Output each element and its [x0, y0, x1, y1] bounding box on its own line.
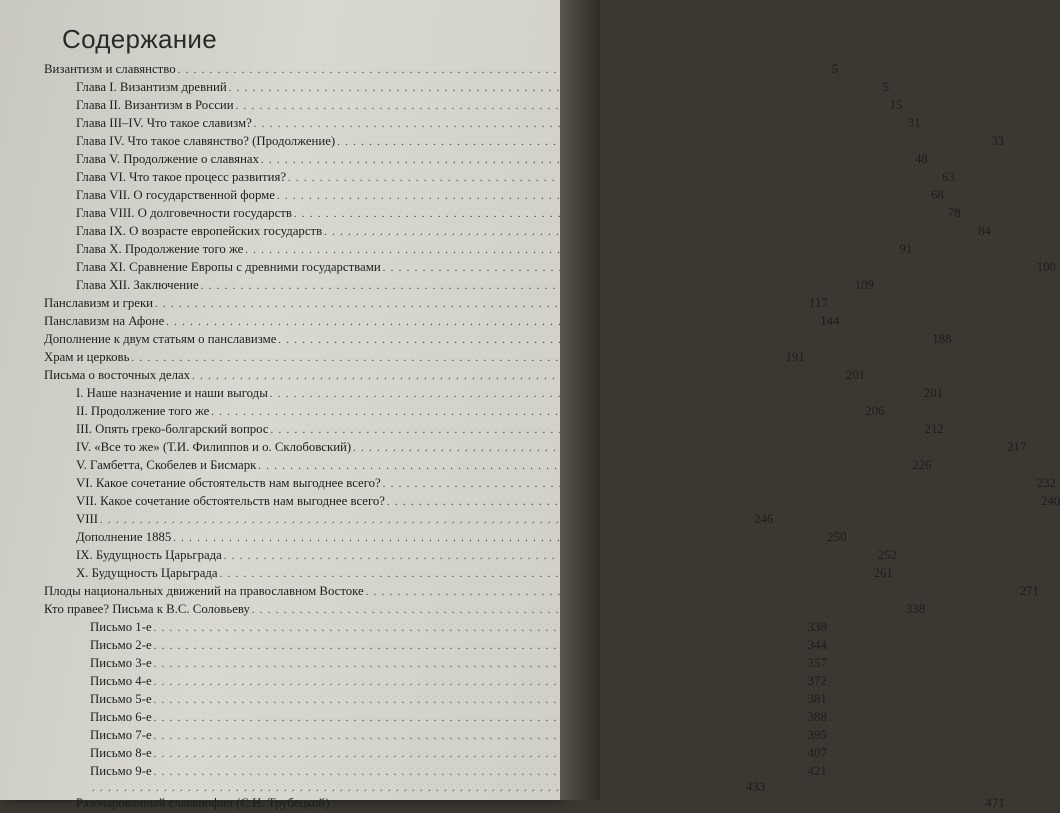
toc-leader [278, 335, 930, 346]
toc-entry [90, 728, 827, 745]
toc-leader [154, 677, 806, 688]
toc-leader [154, 749, 806, 760]
toc-entry [76, 566, 893, 583]
toc-leader [154, 695, 806, 706]
toc-entry-title: Письмо 5-е [90, 692, 152, 706]
toc-leader [353, 443, 1005, 454]
toc-entry [90, 780, 766, 797]
toc-entry [90, 764, 827, 781]
toc-entry-page: 252 [877, 548, 898, 562]
toc-entry-title: IV. «Все то же» (Т.И. Филиппов и о. Склобовский) [76, 440, 352, 454]
page-title: Содержание [62, 24, 217, 54]
toc-leader [178, 65, 830, 76]
toc-entry-title: Письмо 3-е [90, 656, 152, 670]
toc-entry-page: 188 [932, 332, 952, 346]
toc-entry-page: 63 [942, 170, 955, 184]
toc-entry-title: VIII [76, 512, 99, 526]
toc-leader [154, 731, 806, 742]
toc-leader [154, 623, 806, 634]
toc-entry-page: 78 [947, 206, 961, 220]
toc-entry [76, 206, 961, 223]
toc-leader [383, 479, 1035, 490]
toc-entry [90, 674, 827, 691]
toc-entry-title: Дополнение 1885 [76, 530, 172, 544]
toc-leader [294, 209, 946, 220]
toc-entry-page: 15 [889, 98, 903, 112]
toc-entry [90, 620, 827, 637]
toc-entry-page: 5 [831, 62, 839, 76]
toc-entry-page: 338 [905, 602, 926, 616]
toc-entry [76, 494, 1060, 511]
toc-entry [76, 476, 1056, 493]
toc-entry-page: 206 [865, 404, 885, 418]
toc-entry [76, 458, 932, 475]
toc-leader [100, 515, 752, 526]
toc-entry [44, 584, 1039, 601]
toc-entry [76, 134, 1004, 151]
toc-entry [76, 188, 944, 205]
toc-leader [387, 497, 1039, 508]
toc-entry-title: V. Гамбетта, Скобелев и Бисмарк [76, 458, 257, 472]
toc-entry [76, 224, 991, 241]
toc-entry [90, 656, 827, 673]
toc-entry-page: 48 [915, 152, 928, 166]
toc-entry-page: 338 [807, 620, 827, 634]
toc-entry [76, 386, 943, 403]
toc-entry-page: 226 [912, 458, 932, 472]
toc-entry [44, 314, 840, 331]
toc-entry-page: 250 [827, 530, 847, 544]
toc-entry-title: Письмо 2-е [90, 638, 152, 652]
toc-entry [90, 746, 827, 763]
toc-entry [44, 350, 805, 367]
toc-entry-title: Глава XI. Сравнение Европы с древними государствами [76, 260, 381, 274]
toc-leader [383, 263, 1035, 274]
toc-leader [229, 83, 881, 94]
toc-entry-page: 433 [746, 780, 766, 794]
toc-entry-title: Византизм и славянство [44, 62, 176, 76]
toc-entry-title: Глава V. Продолжение о славянах [76, 152, 259, 166]
toc-entry [44, 368, 866, 385]
toc-entry-page: 212 [924, 422, 944, 436]
toc-leader [277, 191, 929, 202]
toc-entry [90, 692, 827, 709]
toc-entry [44, 62, 839, 79]
toc-entry [90, 638, 827, 655]
toc-entry-page: 5 [882, 80, 890, 94]
toc-entry-page: 388 [807, 710, 827, 724]
toc-entry-page: 357 [807, 656, 827, 670]
toc-entry-page: 240 [1040, 494, 1060, 508]
toc-entry [76, 80, 890, 97]
toc-entry-title: Глава II. Византизм в России [76, 98, 234, 112]
toc-entry-title: Панславизм на Афоне [44, 314, 165, 328]
toc-entry-page: 372 [807, 674, 827, 688]
toc-leader [366, 587, 1018, 598]
toc-entry-page: 395 [807, 728, 827, 742]
toc-entry-title: Письмо 8-е [90, 746, 152, 760]
toc-leader [131, 353, 783, 364]
toc-entry [44, 332, 952, 349]
toc-entry-title: IX. Будущность Царьграда [76, 548, 222, 562]
toc-entry-title: Глава VIII. О долговечности государств [76, 206, 292, 220]
toc-entry [76, 98, 903, 115]
toc-entry [76, 530, 847, 547]
toc-entry-page: 217 [1007, 440, 1027, 454]
toc-entry [44, 296, 828, 313]
toc-entry [76, 422, 944, 439]
toc-entry-title: Письмо 7-е [90, 728, 152, 742]
toc-entry-page: 271 [1019, 584, 1039, 598]
toc-entry [76, 116, 921, 133]
toc-entry [76, 170, 955, 187]
toc-leader [154, 641, 806, 652]
toc-leader [173, 533, 825, 544]
toc-entry-page: 407 [807, 746, 827, 760]
toc-entry-title: Письмо 9-е [90, 764, 152, 778]
toc-entry-page: 232 [1036, 476, 1056, 490]
toc-entry [76, 548, 898, 565]
toc-entry-title: Письмо 6-е [90, 710, 152, 724]
toc-entry-title: Разочарованный славянофил (С.Н. Трубецкой) [76, 796, 330, 810]
toc-entry-page: 109 [854, 278, 874, 292]
toc-entry-page: 201 [846, 368, 866, 382]
toc-entry-title: Глава XII. Заключение [76, 278, 199, 292]
toc-entry-title: Письмо 1-е [90, 620, 152, 634]
toc-entry-title: VII. Какое сочетание обстоятельств нам выгоднее всего? [76, 494, 385, 508]
toc-leader [154, 713, 806, 724]
toc-entry-page: 33 [991, 134, 1004, 148]
toc-leader [220, 569, 872, 580]
toc-entry-page: 84 [978, 224, 991, 238]
toc-entry-page: 381 [807, 692, 827, 706]
toc-entry-page: 261 [873, 566, 893, 580]
toc-leader [166, 317, 818, 328]
toc-leader [211, 407, 863, 418]
toc-entry-title: Кто правее? Письма к В.С. Соловьеву [44, 602, 250, 616]
toc-entry-title: Глава VII. О государственной форме [76, 188, 275, 202]
toc-entry-page: 344 [807, 638, 827, 652]
toc-entry [76, 796, 1005, 813]
toc-leader [288, 173, 940, 184]
toc-entry-page: 91 [899, 242, 913, 256]
toc-leader [201, 281, 853, 292]
toc-leader [155, 299, 807, 310]
toc-leader [332, 799, 984, 810]
toc-entry-page: 100 [1036, 260, 1056, 274]
toc-entry-page: 191 [785, 350, 805, 364]
toc-leader [224, 551, 876, 562]
toc-entry-page: 68 [930, 188, 944, 202]
toc-entry [44, 602, 926, 619]
toc-entry [76, 278, 874, 295]
toc-entry-title: Глава X. Продолжение того же [76, 242, 244, 256]
toc-entry-title: II. Продолжение того же [76, 404, 210, 418]
toc-entry-title: Письмо 4-е [90, 674, 152, 688]
toc-leader [324, 227, 976, 238]
toc-entry-title: VI. Какое сочетание обстоятельств нам выгоднее всего? [76, 476, 381, 490]
toc-entry-title: Дополнение к двум статьям о панславизме [44, 332, 277, 346]
toc-entry-title: Глава III–IV. Что такое славизм? [76, 116, 252, 130]
toc-entry-title: Панславизм и греки [44, 296, 154, 310]
toc-entry [76, 512, 774, 529]
toc-entry-page: 117 [809, 296, 828, 310]
toc-entry-title: Глава I. Византизм древний [76, 80, 227, 94]
toc-entry [76, 404, 885, 421]
toc-entry-title: X. Будущность Царьграда [76, 566, 218, 580]
toc-entry [76, 152, 928, 169]
toc-entry-title: Глава IV. Что такое славянство? (Продолжение) [76, 134, 336, 148]
toc-leader [337, 137, 989, 148]
toc-entry-title: Плоды национальных движений на православном Востоке [44, 584, 364, 598]
toc-entry-page: 246 [754, 512, 774, 526]
book-edge [560, 0, 600, 800]
toc-entry-title: Храм и церковь [44, 350, 130, 364]
toc-leader [92, 783, 744, 794]
toc-entry-page: 421 [807, 764, 827, 778]
toc-entry [76, 260, 1056, 277]
toc-entry [76, 242, 913, 259]
toc-entry-page: 144 [820, 314, 840, 328]
toc-entry-title: Глава VI. Что такое процесс развития? [76, 170, 287, 184]
toc-entry [90, 710, 827, 727]
toc-entry-title: I. Наше назначение и наши выгоды [76, 386, 268, 400]
toc-entry [76, 440, 1027, 457]
toc-leader [192, 371, 844, 382]
toc-leader [154, 767, 806, 778]
toc-entry-page: 471 [985, 796, 1005, 810]
toc-entry-page: 201 [923, 386, 943, 400]
toc-entry-title: III. Опять греко-болгарский вопрос [76, 422, 269, 436]
toc-entry-title: Письма о восточных делах [44, 368, 191, 382]
toc-entry-page: 31 [907, 116, 921, 130]
toc-entry-title: Глава IX. О возрасте европейских государств [76, 224, 323, 238]
toc-leader [154, 659, 806, 670]
